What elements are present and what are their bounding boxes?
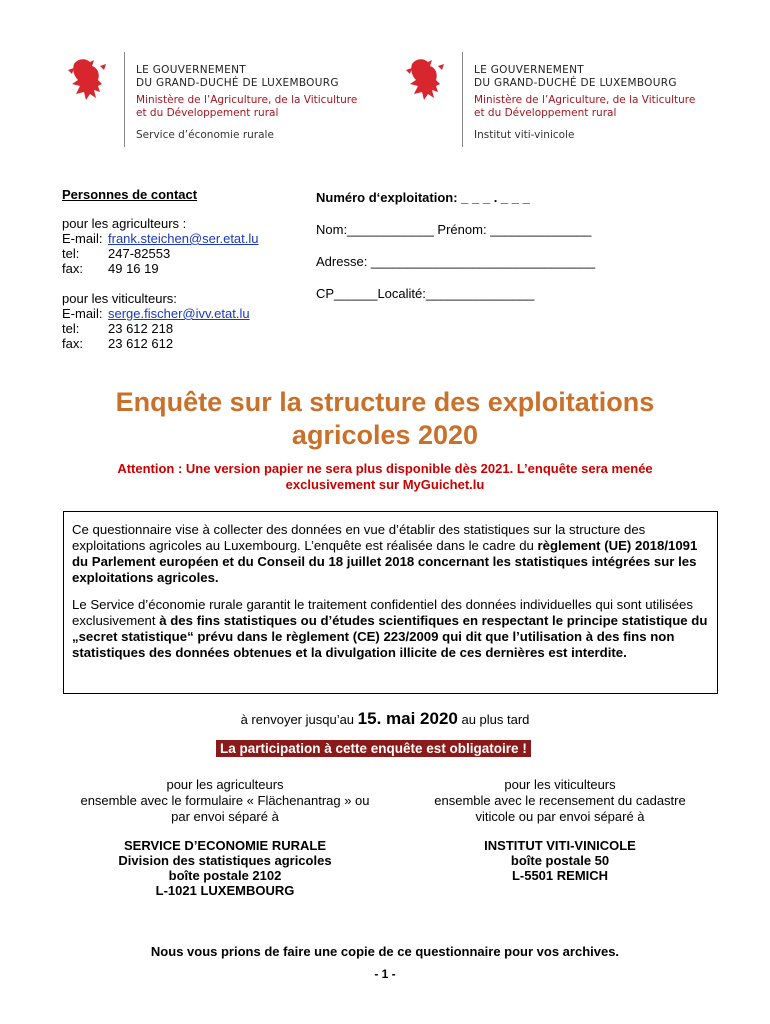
name-field[interactable]: Nom:____________ Prénom: ______________: [316, 222, 592, 237]
farmers-email-row: E-mail: frank.steichen@ser.etat.lu: [62, 231, 259, 246]
page-number: - 1 -: [374, 967, 396, 981]
farmers-intro: pour les agriculteurs :: [62, 216, 187, 231]
intro-paragraph-1: Ce questionnaire vise à collecter des données en vue d’établir des statistiques sur la structure des exploitations agricoles au Luxembourg. L’enquête est réalisée dans le cadre du règlement (UE) 2018/1091 du Parlement européen et du Conseil du 18 juillet 2018 concernant les statistiques intégrées sur les exploitations agricoles.: [72, 522, 698, 585]
postal-locality-field[interactable]: CP______Localité:_______________: [316, 286, 535, 301]
archive-note: Nous vous prions de faire une copie de ce questionnaire pour vos archives.: [150, 944, 620, 959]
intro-box: [63, 511, 718, 694]
logo-divider: [124, 52, 125, 147]
return-deadline: à renvoyer jusqu’au 15. mai 2020 au plus tard: [240, 709, 530, 728]
address-ser: SERVICE D’ECONOMIE RURALE Division des statistiques agricoles boîte postale 2102 L-1021 LUXEMBOURG: [118, 838, 332, 898]
return-instructions-farmers: pour les agriculteurs ensemble avec le formulaire « Flächenantrag » ou par envoi séparé à: [80, 777, 370, 824]
page-title: Enquête sur la structure des exploitations agricoles 2020: [115, 387, 655, 450]
intro-paragraph-2: Le Service d’économie rurale garantit le traitement confidentiel des données individuelles qui sont utilisées exclusivement à des fins statistiques ou d’études scientifiques en respectant le principe statistique du „secret statistique“ prévu dans le règlement (CE) 223/2009 qui dit que l’utilisation à des fins non statistiques des données obtenues et la divulgation illicite de ces dernières est interdite.: [72, 597, 708, 660]
farmers-email-link[interactable]: frank.steichen@ser.etat.lu: [108, 231, 259, 246]
institute-name: Institut viti-vinicole: [474, 129, 575, 141]
farmers-tel-row: tel: 247-82553: [62, 246, 171, 261]
logo-ivv: [402, 52, 732, 147]
red-lion-icon: [64, 56, 110, 102]
contact-heading: Personnes de contact: [62, 187, 198, 202]
contact-block: [62, 187, 292, 351]
ministry-name: Ministère de l’Agriculture, de la Viticulture et du Développement rural: [136, 94, 358, 119]
logo-ser: [64, 52, 384, 147]
wine-fax-row: fax: 23 612 612: [62, 336, 174, 351]
obligatory-banner: La participation à cette enquête est obligatoire !: [216, 740, 531, 757]
return-instructions-winegrowers: pour les viticulteurs ensemble avec le recensement du cadastre viticole ou par envoi séparé à: [434, 777, 686, 824]
address-field[interactable]: Adresse: _______________________________: [316, 254, 596, 269]
wine-email-row: E-mail: serge.fischer@ivv.etat.lu: [62, 306, 250, 321]
wine-email-link[interactable]: serge.fischer@ivv.etat.lu: [108, 306, 250, 321]
exploitation-number-field[interactable]: Numéro d‘exploitation: _ _ _ . _ _ _: [316, 190, 530, 205]
attention-notice: Attention : Une version papier ne sera plus disponible dès 2021. L’enquête sera menée exclusivement sur MyGuichet.lu: [117, 461, 653, 492]
wine-intro: pour les viticulteurs:: [62, 291, 177, 306]
red-lion-icon: [402, 56, 448, 102]
wine-tel-row: tel: 23 612 218: [62, 321, 174, 336]
government-name: LE GOUVERNEMENT DU GRAND-DUCHÉ DE LUXEMBOURG: [474, 64, 677, 89]
logo-divider: [462, 52, 463, 147]
ministry-name: Ministère de l’Agriculture, de la Viticulture et du Développement rural: [474, 94, 696, 119]
government-name: LE GOUVERNEMENT DU GRAND-DUCHÉ DE LUXEMBOURG: [136, 64, 339, 89]
service-name: Service d’économie rurale: [136, 129, 274, 141]
farmers-fax-row: fax: 49 16 19: [62, 261, 159, 276]
address-ivv: INSTITUT VITI-VINICOLE boîte postale 50 L-5501 REMICH: [484, 838, 636, 883]
